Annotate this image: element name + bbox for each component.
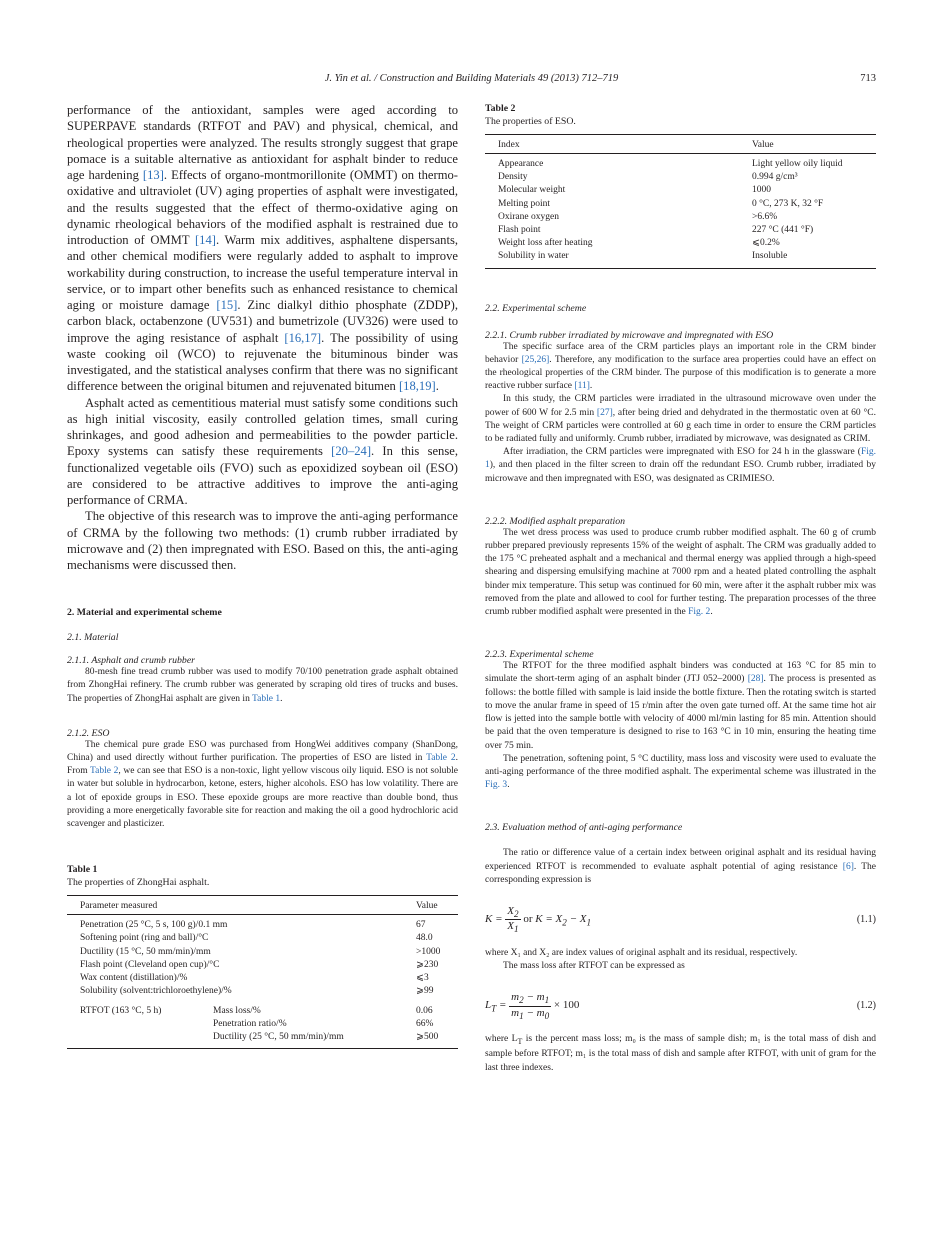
paragraph: The wet dress process was used to produce crumb rubber modified asphalt. The 60 g of crumb rubber prepared previously represents 15% of the weight of asphalt. The CRM was gradually added to the 175 °C preheated asphalt and a mechanical and thermal energy was applied through a high-speed shearing and dispersing emulsifying machine at 7000 rpm and a heated plated controlling the asphalt binder mix temperature. This setup was continued for 60 min, were after it the asphalt rubber mix was removed from the plate and allowed to cool for further testing. The preparation processes of the three crumb rubber modified asphalt were presented in the Fig. 2. <box>485 527 876 618</box>
equation-1-1: K = $\frac{X_2}{X_1}$ or $K = X_2 - X_1$ (1.1) <box>485 904 876 935</box>
citation-link[interactable]: [18,19] <box>398 379 436 394</box>
index-cell: Melting point <box>498 198 550 209</box>
table-1 <box>67 863 458 1049</box>
subsection-heading: 2.2. Experimental scheme <box>485 302 587 314</box>
running-header <box>67 73 876 87</box>
paragraph: 80-mesh fine tread crumb rubber was used to modify 70/100 penetration grade asphalt obtained from ZhongHai refinery. The crumb rubber was generated by scraping old tires of trucks and buses. The properties of ZhongHai asphalt are given in Table 1. <box>67 667 458 704</box>
figure-link[interactable]: Fig. 1 <box>485 447 876 471</box>
table-row <box>67 932 458 945</box>
parameter-cell: Penetration (25 °C, 5 s, 100 g)/0.1 mm <box>80 920 228 931</box>
paragraph: In this study, the CRM particles were irradiated in the ultrasound microwave oven under the power of 600 W for 2.5 min [27], after being dried and dehydrated in the thermostatic oven at 60 °C. The weight of CRM particles were controlled at 60 g each time in order to ensure the CRM particles to be radiated fully and uniformly. Crumb rubber, irradiated by microwave, was designated as CRIM. <box>485 394 877 445</box>
paragraph: where X₁ and X₂ are index values of original asphalt and its residual, respectively. <box>485 947 798 958</box>
paragraph: The ratio or difference value of a certain index between original asphalt and its residual having experienced RTFOT is recommended to evaluate asphalt potential of aging resistance [6]. The corresponding expression is <box>485 848 877 885</box>
index-cell: Flash point <box>498 225 541 236</box>
value-cell: 0.994 g/cm³ <box>752 172 798 183</box>
index-cell: Weight loss after heating <box>498 238 593 249</box>
figure-link[interactable]: Fig. 2 <box>688 607 711 618</box>
table-row <box>485 198 876 211</box>
equation-number: (1.1) <box>856 913 876 925</box>
table-link[interactable]: Table 2 <box>90 766 119 777</box>
column-header: Value <box>752 135 876 154</box>
parameter-cell: Solubility (solvent:trichloroethylene)/% <box>80 986 232 997</box>
citation-link[interactable]: [16,17] <box>284 330 322 345</box>
value-cell: 227 °C (441 °F) <box>752 225 814 236</box>
subsection-heading: 2.1. Material <box>67 632 119 644</box>
equation-number: (1.2) <box>856 1000 876 1012</box>
value-cell: Light yellow oily liquid <box>752 159 843 169</box>
figure-link[interactable]: Fig. 3 <box>485 780 508 791</box>
subsubsection-heading: 2.2.1. Crumb rubber irradiated by microwave and impregnated with ESO <box>485 329 774 341</box>
value-cell: ⩽3 <box>416 973 429 984</box>
index-cell: Density <box>498 172 528 183</box>
column-header: Index <box>485 135 752 154</box>
paragraph: The specific surface area of the CRM particles plays an important role in the CRM binder behavior [25,26]. Therefore, any modification to the surface area properties could have an effect on the rheological properties of the CRM binder. The purpose of this modification is to generate a more reactive rubber surface [11]. <box>485 341 876 392</box>
equation-1-2: $L_T$ = $\frac{m_2 - m_1}{m_1 - m_0}$ × 100 (1.2) <box>485 991 876 1021</box>
table-row <box>485 237 876 250</box>
citation-link[interactable]: [13] <box>142 168 164 182</box>
table-2 <box>485 102 876 269</box>
right-column <box>485 102 876 1075</box>
parameter-cell: Softening point (ring and ball)/°C <box>80 933 209 944</box>
citation-link[interactable]: [25,26] <box>521 354 550 365</box>
value-cell: 67 <box>416 920 426 931</box>
page-number: 713 <box>860 73 876 84</box>
table-label: Table 2 <box>485 103 516 114</box>
paragraph: The mass loss after RTFOT can be expressed as <box>503 961 685 972</box>
table-link[interactable]: Table 2 <box>426 753 456 764</box>
table-link[interactable]: Table 1 <box>252 693 281 704</box>
parameter-cell: Ductility (25 °C, 50 mm/min)/mm <box>213 1031 344 1042</box>
value-cell: 1000 <box>752 185 771 196</box>
citation-link[interactable]: [14] <box>194 233 216 247</box>
index-cell: Solubility in water <box>498 251 569 262</box>
parameter-cell: Ductility (15 °C, 50 mm/min)/mm <box>80 946 211 957</box>
value-cell: 48.0 <box>416 933 433 944</box>
citation-link[interactable]: [6] <box>842 861 854 872</box>
citation-link[interactable]: [15] <box>216 298 238 312</box>
value-cell: 0 °C, 273 K, 32 °F <box>752 198 824 209</box>
subsubsection-heading: 2.2.3. Experimental scheme <box>485 649 594 661</box>
rtfot-label-cell: RTFOT (163 °C, 5 h) <box>80 1005 162 1016</box>
paragraph: Asphalt acted as cementitious material must satisfy some conditions such as high initial viscosity, easily controlled gelation times, small curing shrinkages, and good adhesion and permeabilities to the powder particle. Epoxy systems can satisfy these requirements [20–24]. In this sense, functionalized vegetable oils (FVO) such as epoxidized soybean oil (ESO) are considered to be attractive additives to improve the anti-aging performance of CRMA. <box>67 395 458 507</box>
table-label: Table 1 <box>67 864 98 876</box>
paragraph: The RTFOT for the three modified asphalt binders was conducted at 163 °C for 85 min to simulate the short-term aging of an asphalt binder (JTJ 052–2000) [28]. The process is presented as follows: the bottle filled with sample is laid inside the bottle fixture. Then the rotating switch is started to move the anular frame in speed of 15 r/min after the oven gate turned off. At the same time hot air flow is jetted into the sample bottle with velocity of 4000 ml/min lasting for 85 min. Attention should be paid that the oven temperature is designed to rise to 163 °C in 10 min, ensuring the heating time over 75 min. <box>485 661 876 751</box>
citation-link[interactable]: [20–24] <box>331 444 372 459</box>
parameter-cell: Flash point (Cleveland open cup)/°C <box>80 959 220 970</box>
paragraph: The penetration, softening point, 5 °C ductility, mass loss and viscosity were used to evaluate the anti-aging performance of the three modified asphalt. The experimental scheme was illustrated in the Fig. 3. <box>485 753 876 791</box>
table-row <box>485 171 876 184</box>
journal-citation: J. Yin et al. / Construction and Building Materials 49 (2013) 712–719 <box>324 73 619 84</box>
table-row <box>67 999 458 1018</box>
parameter-cell: Wax content (distillation)/% <box>80 973 188 984</box>
value-cell: ⩽0.2% <box>752 238 780 249</box>
table-caption: The properties of ESO. <box>485 116 576 127</box>
table-row <box>67 946 458 959</box>
value-cell: ⩾99 <box>416 986 434 997</box>
table-row <box>67 972 458 985</box>
paragraph: performance of the antioxidant, samples were aged according to SUPERPAVE standards (RTFOT and PAV) and physical, chemical, and rheological properties were analyzed. The results strongly suggest that grape pomace is a suitable alternative as antioxidant for asphalt binder to reduce age hardening [13]. Effects of organo-montmorillonite (OMMT) on thermo-oxidative and ultraviolet (UV) aging properties of asphalt were investigated, and the results suggested that the effect of thermo-oxidative aging on dynamic rheological behaviors of the modified asphalt is restrained due to introduction of OMMT [14]. Warm mix additives, asphaltene dispersants, and other chemical modifiers were regularly added to asphalt to improve workability during construction, to increase the useful temperature interval in service, or to impart other benefits such as enhanced resistance to chemical aging or moisture damage [15]. Zinc dialkyl dithio phosphate (ZDDP), carbon black, octabenzone (UV531) and bumetrizole (UV326) were used to improve the aging resistance of asphalt [16,17]. The possibility of using waste cooking oil (WCO) to rejuvenate the bituminous binder was investigated, and the statistical analyses confirm that there was no significant difference between the original bitumen and rejuvenated bitumen [18,19]. <box>67 103 459 394</box>
value-cell: ⩾500 <box>416 1031 439 1042</box>
citation-link[interactable]: [11] <box>574 381 590 392</box>
section-heading: 2. Material and experimental scheme <box>67 607 222 619</box>
left-column <box>67 102 458 1049</box>
table-caption: The properties of ZhongHai asphalt. <box>67 877 210 889</box>
index-cell: Molecular weight <box>498 185 566 196</box>
citation-link[interactable]: [28] <box>747 674 764 685</box>
subsubsection-heading: 2.1.1. Asphalt and crumb rubber <box>67 655 195 667</box>
properties-table <box>67 895 458 1049</box>
value-cell: >1000 <box>416 946 441 957</box>
table-row <box>485 250 876 268</box>
eso-properties-table <box>485 134 876 269</box>
subsubsection-heading: 2.2.2. Modified asphalt preparation <box>485 515 626 527</box>
table-row <box>67 1018 458 1031</box>
column-header: Parameter measured <box>67 896 416 915</box>
table-row <box>485 184 876 197</box>
value-cell: 66% <box>416 1018 434 1029</box>
table-row <box>485 154 876 172</box>
table-row <box>485 211 876 224</box>
value-cell: >6.6% <box>752 211 778 222</box>
index-cell: Oxirane oxygen <box>498 211 559 222</box>
value-cell: ⩾230 <box>416 959 439 970</box>
parameter-cell: Penetration ratio/% <box>213 1018 287 1029</box>
value-cell: 0.06 <box>416 1005 433 1016</box>
table-row <box>67 1031 458 1049</box>
parameter-cell: Mass loss/% <box>213 1005 261 1016</box>
paragraph: After irradiation, the CRM particles were impregnated with ESO for 24 h in the glassware (Fig. 1), and then placed in the filter screen to drain off the redundant ESO. Crumb rubber, irradiated by microwave and then impregnated with ESO, was designated as CRIMIESO. <box>485 447 876 484</box>
value-cell: Insoluble <box>752 251 788 262</box>
subsection-heading: 2.3. Evaluation method of anti-aging performance <box>485 822 683 834</box>
index-cell: Appearance <box>498 159 544 169</box>
paragraph: where $L_T$ is the percent mass loss; m₀ is the mass of sample dish; m₁ is the total mass of dish and sample before RTFOT; m₁ is the total mass of dish and sample after RTFOT, with unit of gram for the last three indexes. <box>485 1034 876 1073</box>
table-row <box>67 959 458 972</box>
paragraph: The objective of this research was to improve the anti-aging performance of CRMA by the following two methods: (1) crumb rubber irradiated by microwave and (2) then impregnated with ESO. Based on this, the anti-aging mechanisms were discussed then. <box>67 509 458 572</box>
table-row <box>67 915 458 933</box>
citation-link[interactable]: [27] <box>596 407 613 418</box>
table-row <box>485 224 876 237</box>
table-row <box>67 985 458 998</box>
paragraph: The chemical pure grade ESO was purchased from HongWei additives company (ShanDong, China) and used directly without further purification. The properties of ESO are listed in Table 2. From Table 2, we can see that ESO is a non-toxic, light yellow viscous oily liquid. ESO is not soluble in water but soluble in hydrocarbon, ketone, esters, higher alcohols. ESO has low volatility. There are a lot of epoxide groups in ESO. These epoxide groups are more reactive than double bond, thus providing a more energetically favorable site for reaction and making the oil a good hydrochloric acid scavenger and plasticizer. <box>67 739 458 830</box>
subsubsection-heading: 2.1.2. ESO <box>67 727 110 739</box>
column-header: Value <box>416 896 458 915</box>
